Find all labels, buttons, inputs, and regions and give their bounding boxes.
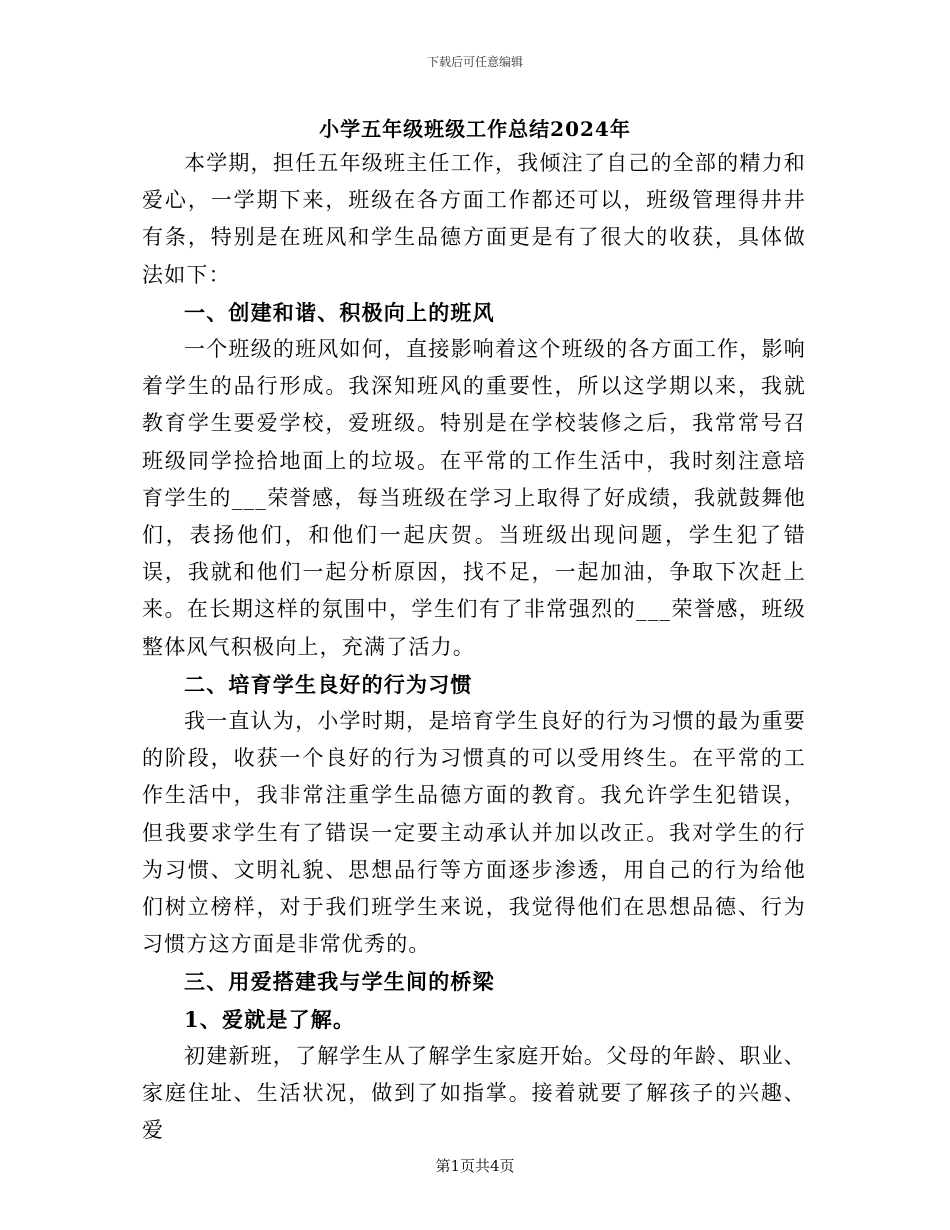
document-title: 小学五年级班级工作总结2024年 — [319, 117, 631, 141]
page-footer: 第1页共4页 — [435, 1157, 515, 1175]
document-body — [142, 145, 806, 1149]
section-1-paragraph: 一个班级的班风如何，直接影响着这个班级的各方面工作，影响着学生的品行形成。我深知班风的重要性，所以这学期以来，我就教育学生要爱学校，爱班级。特别是在学校装修之后，我常常号召班级同学捡拾地面上的垃圾。在平常的工作生活中，我时刻注意培育学生的___荣誉感，每当班级在学习上取得了好成绩，我就鼓舞他们，表扬他们，和他们一起庆贺。当班级出现问题，学生犯了错误，我就和他们一起分析原因，找不足，一起加油，争取下次赶上来。在长期这样的氛围中，学生们有了非常强烈的___荣誉感，班级整体风气积极向上，充满了活力。 — [142, 337, 806, 659]
section-heading-2: 二、培育学生良好的行为习惯 — [184, 671, 473, 697]
subsection-heading-1: 1、爱就是了解。 — [184, 1006, 356, 1032]
section-2-paragraph: 我一直认为，小学时期，是培育学生良好的行为习惯的最为重要的阶段，收获一个良好的行为习惯真的可以受用终生。在平常的工作生活中，我非常注重学生品德方面的教育。我允许学生犯错误，但我要求学生有了错误一定要主动承认并加以改正。我对学生的行为习惯、文明礼貌、思想品行等方面逐步渗透，用自己的行为给他们树立榜样，对于我们班学生来说，我觉得他们在思想品德、行为习惯方这方面是非常优秀的。 — [142, 709, 806, 957]
intro-paragraph: 本学期，担任五年级班主任工作，我倾注了自己的全部的精力和爱心，一学期下来，班级在各方面工作都还可以，班级管理得井井有条，特别是在班风和学生品德方面更是有了很大的收获，具体做法如下： — [142, 151, 806, 287]
section-heading-3: 三、用爱搭建我与学生间的桥梁 — [184, 969, 495, 995]
header-note: 下载后可任意编辑 — [426, 55, 523, 69]
section-heading-1: 一、创建和谐、积极向上的班风 — [184, 299, 495, 325]
subsection-1-paragraph: 初建新班，了解学生从了解学生家庭开始。父母的年龄、职业、家庭住址、生活状况，做到了如指掌。接着就要了解孩子的兴趣、爱 — [142, 1043, 806, 1143]
